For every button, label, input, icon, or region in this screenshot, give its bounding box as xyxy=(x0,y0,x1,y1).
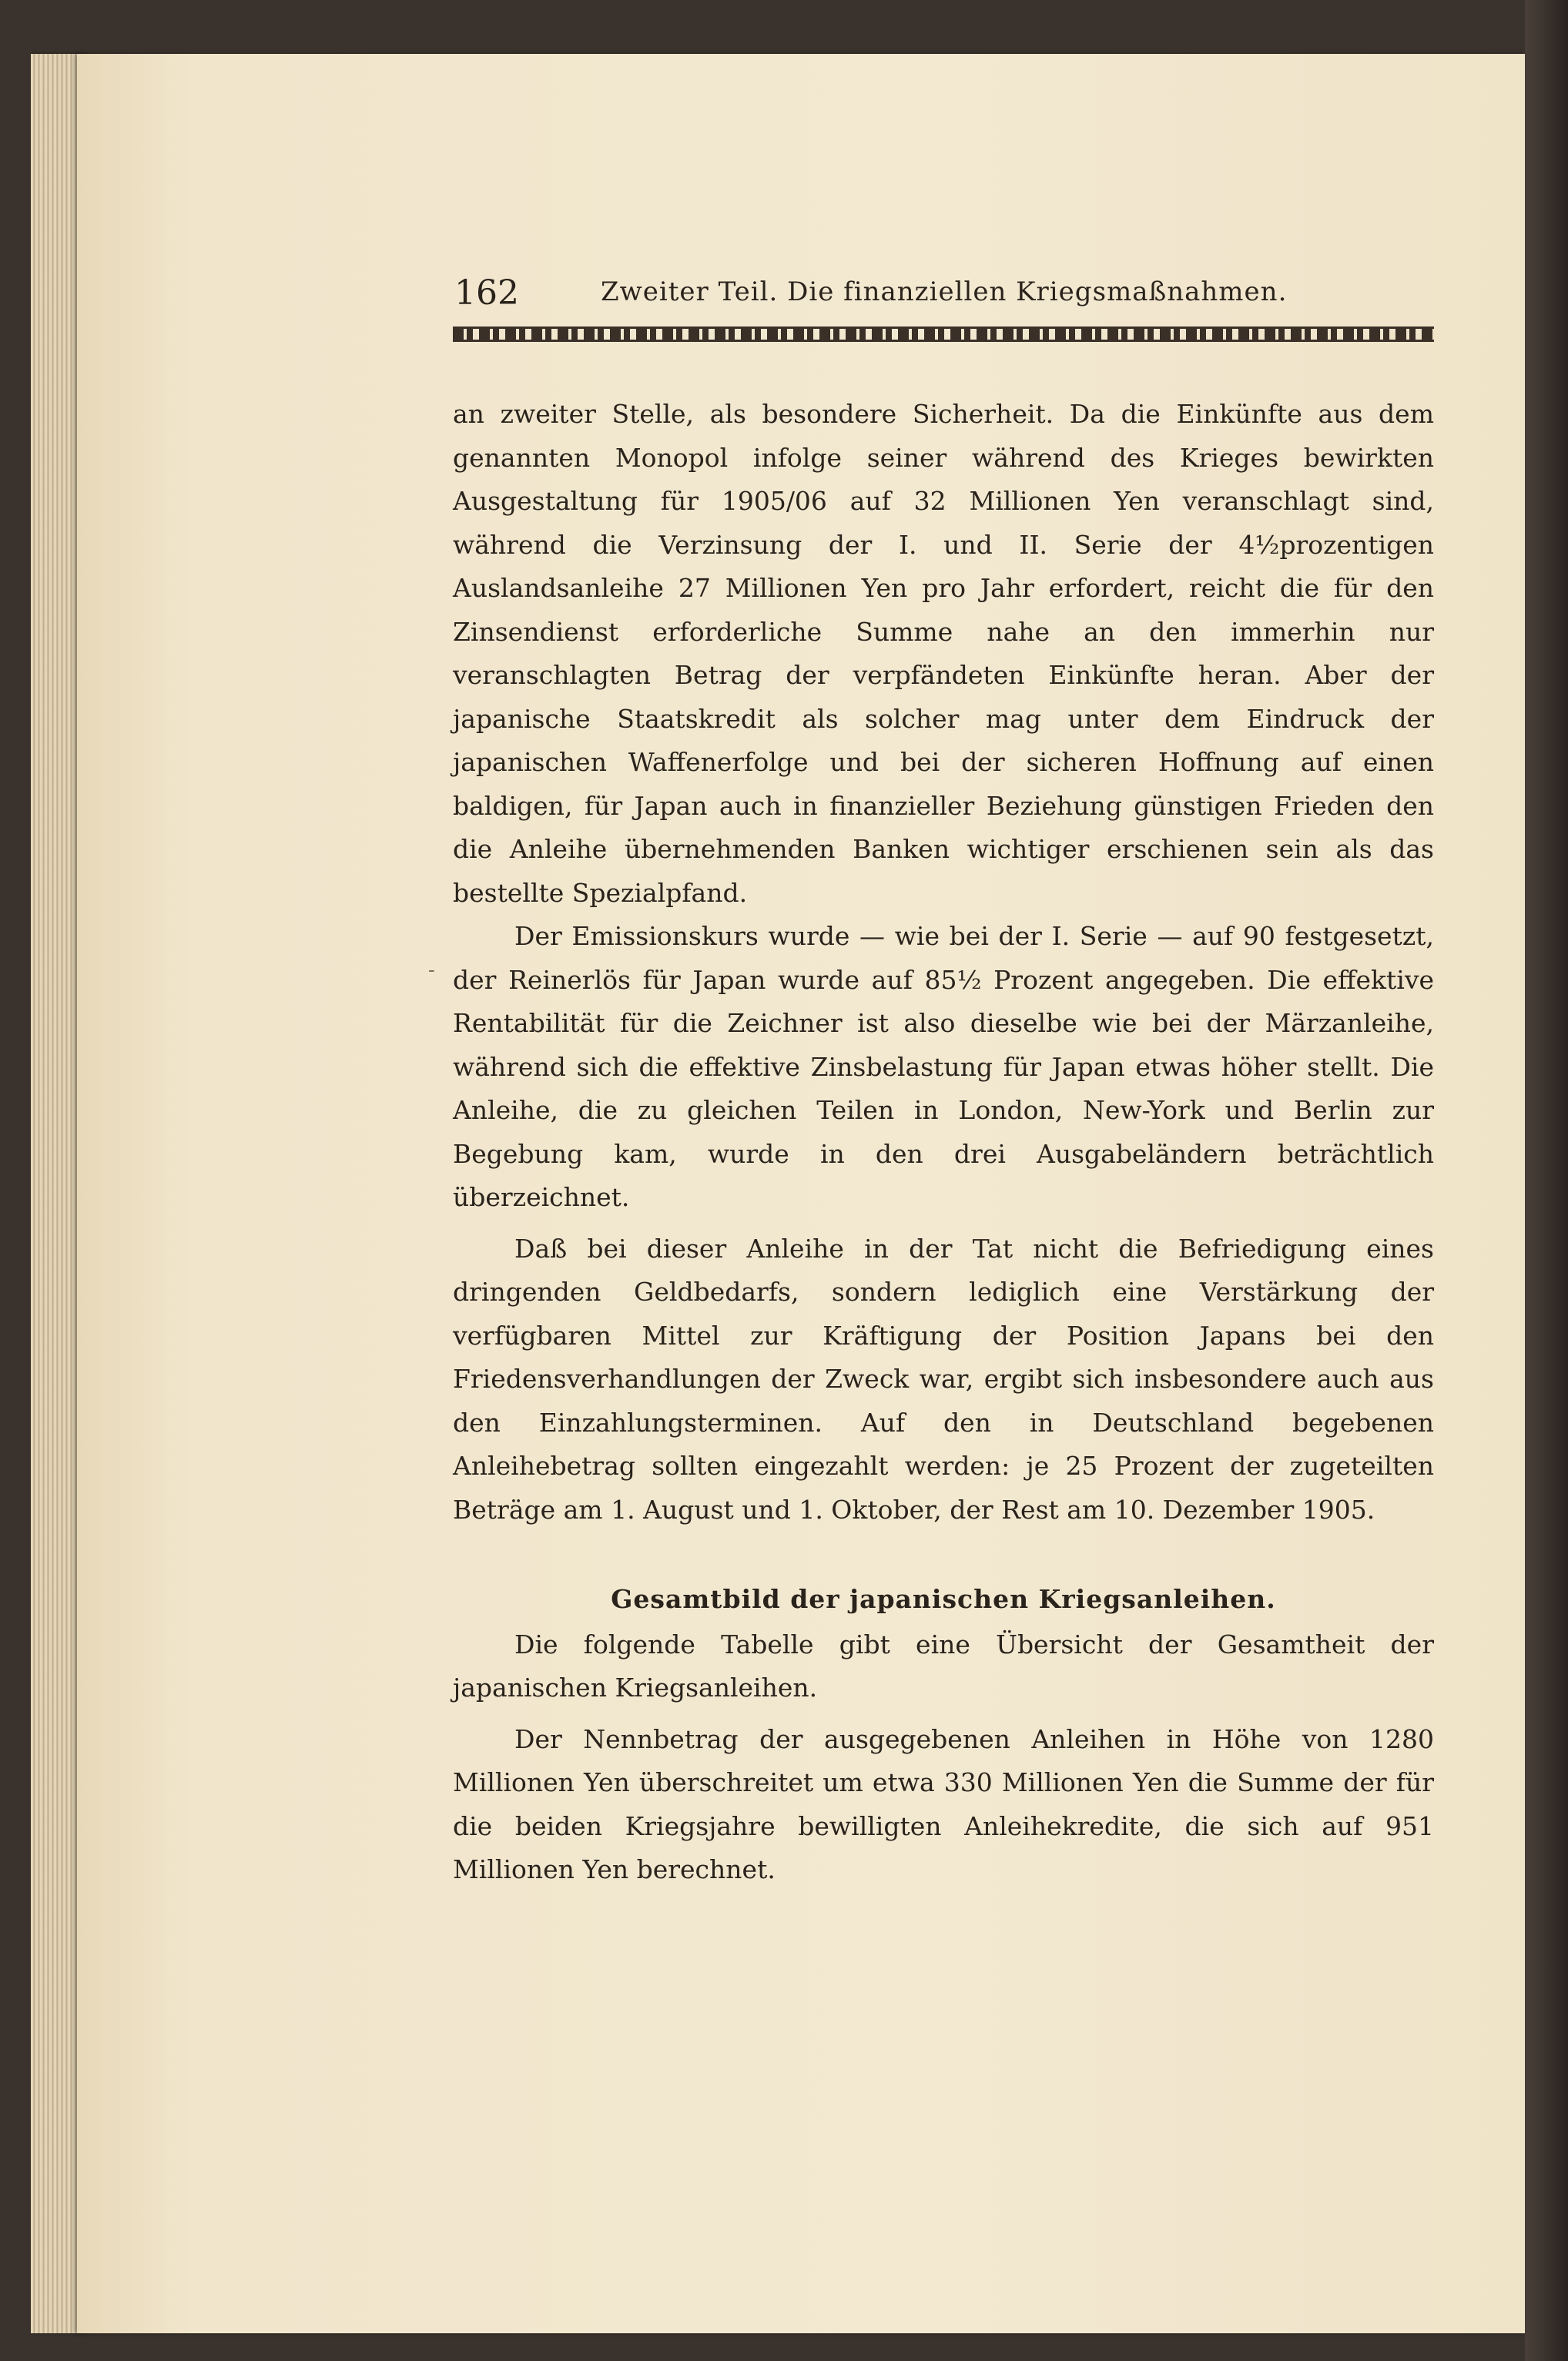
paragraph-continued: an zweiter Stelle, als besondere Sicherheit. Da die Einkünfte aus dem genannten Monopol infolge seiner während des Krieges bewirkten Ausgestaltung für 1905/06 auf 32 Millionen Yen veranschlagt sind, während die Verzinsung der I. und II. Serie der 4½prozentigen Auslandsanleihe 27 Millionen Yen pro Jahr erfordert, reicht die für den Zinsendienst erforderliche Summe nahe an den immerhin nur veranschlagten Betrag der verpfändeten Einkünfte heran. Aber der japanische Staatskredit als solcher mag unter dem Eindruck der japanischen Waffenerfolge und bei der sicheren Hoffnung auf einen baldigen, für Japan auch in finanzieller Beziehung günstigen Frieden den die Anleihe übernehmenden Banken wichtiger erschienen sein als das bestellte Spezialpfand. xyxy=(453,399,1434,908)
section-heading: Gesamtbild der japanischen Kriegsanleihen. xyxy=(611,1584,1276,1614)
margin-mark: - xyxy=(428,959,435,982)
paragraph-nominal-amount: Der Nennbetrag der ausgegebenen Anleihen in Höhe von 1280 Millionen Yen überschreitet um etwa 330 Millionen Yen die Summe der für die beiden Kriegsjahre bewilligten Anleihekredite, die sich auf 951 Millionen Yen berechnet. xyxy=(453,1723,1434,1884)
running-title: Zweiter Teil. Die finanziellen Kriegsmaßnahmen. xyxy=(601,276,1288,307)
paragraph-table-intro: Die folgende Tabelle gibt eine Übersicht der Gesamtheit der japanischen Kriegsanleihen. xyxy=(453,1629,1434,1703)
page-number: 162 xyxy=(454,273,519,313)
paragraph-emission: Der Emissionskurs wurde — wie bei der I. Serie — auf 90 festgesetzt, der Reinerlös für Japan wurde auf 85½ Prozent angegeben. Die effektive Rentabilität für die Zeichner ist also dieselbe wie bei der Märzanleihe, während sich die effektive Zinsbelastung für Japan etwas höher stellt. Die Anleihe, die zu gleichen Teilen in London, New-York und Berlin zur Begebung kam, wurde in den drei Ausgabeländern beträchtlich überzeichnet. xyxy=(453,921,1434,1212)
book-spine-edge xyxy=(1525,0,1568,2361)
ornamental-rule xyxy=(453,327,1434,342)
body-text xyxy=(453,393,1434,1892)
page-header xyxy=(454,273,1432,320)
paragraph-payment-terms: Daß bei dieser Anleihe in der Tat nicht die Befriedigung eines dringenden Geldbedarfs, sondern lediglich eine Verstärkung der verfügbaren Mittel zur Kräftigung der Position Japans bei den Friedensverhandlungen der Zweck war, ergibt sich insbesondere auch aus den Einzahlungsterminen. Auf den in Deutschland begebenen Anleihebetrag sollten eingezahlt werden: je 25 Prozent der zugeteilten Beträge am 1. August und 1. Oktober, der Rest am 10. Dezember 1905. xyxy=(453,1233,1434,1525)
